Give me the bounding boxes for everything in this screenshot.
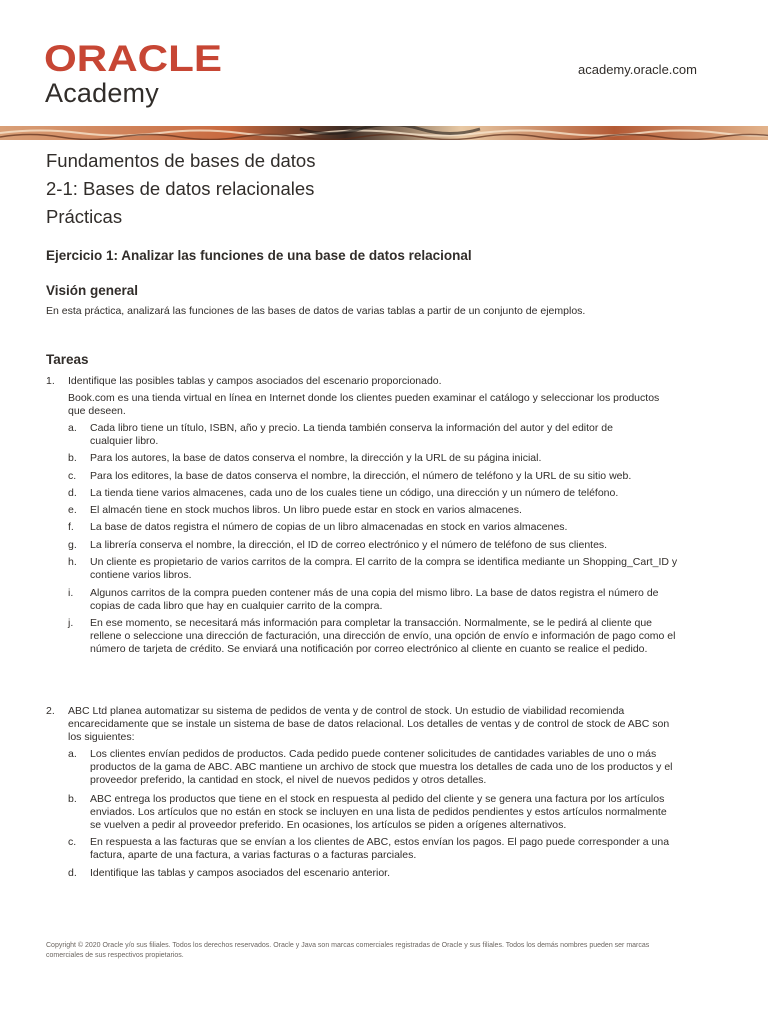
item-marker: j. [68,617,74,629]
task-text: los siguientes: [68,731,135,743]
task-text: Identifique las posibles tablas y campos asociados del escenario proporcionado. [68,375,442,387]
oracle-logo-text: ORACLE [44,40,222,76]
footer-line: comerciales de sus respectivos propietarios. [46,952,184,959]
list-item: cualquier libro. [90,435,159,447]
item-marker: h. [68,556,77,568]
list-item: Los clientes envían pedidos de productos. Cada pedido puede contener solicitudes de cantidades variables de uno o más [90,748,657,760]
tasks-heading: Tareas [46,352,89,367]
list-item: contiene varios libros. [90,569,192,581]
list-item: La tienda tiene varios almacenes, cada uno de los cuales tiene un código, una dirección y un número de teléfono. [90,487,619,499]
item-marker: b. [68,452,77,464]
decorative-banner [0,126,768,140]
overview-heading: Visión general [46,283,139,298]
item-marker: c. [68,836,77,848]
item-marker: i. [68,587,74,599]
copyright-footer [46,941,726,961]
task-number: 2. [46,705,55,717]
list-item: ABC entrega los productos que tiene en el stock en respuesta al pedido del cliente y se genera una factura por los artículos [90,793,665,805]
list-item: En ese momento, se necesitará más información para completar la transacción. Normalmente, se le pedirá al cliente que [90,617,653,629]
list-item: La librería conserva el nombre, la dirección, el ID de correo electrónico y el número de teléfono de sus clientes. [90,539,608,551]
footer-line: Copyright © 2020 Oracle y/o sus filiales. Todos los derechos reservados. Oracle y Java son marcas comerciales registradas de Oracle y sus filiales. Todos los demás nombres pueden ser marcas [46,942,650,949]
list-item: Identifique las tablas y campos asociados del escenario anterior. [90,867,391,879]
title-line-3: Prácticas [46,206,123,227]
title-line-1: Fundamentos de bases de datos [46,150,316,171]
item-marker: a. [68,422,77,434]
list-item: Cada libro tiene un título, ISBN, año y precio. La tienda también conserva la información del autor y del editor de [90,422,613,434]
site-url[interactable]: academy.oracle.com [578,62,697,77]
task-text: ABC Ltd planea automatizar su sistema de pedidos de venta y de control de stock. Un estudio de viabilidad recomienda [68,705,625,717]
list-item: enviados. Los artículos que no están en stock se incluyen en una lista de pedidos pendientes y estos artículos normalmente [90,806,667,818]
list-item: Para los autores, la base de datos conserva el nombre, la dirección y la URL de su página inicial. [90,452,542,464]
item-marker: b. [68,793,77,805]
item-marker: d. [68,867,77,879]
list-item: Algunos carritos de la compra pueden contener más de una copia del mismo libro. La base de datos registra el número de [90,587,659,599]
exercise-title: Ejercicio 1: Analizar las funciones de una base de datos relacional [46,248,472,263]
item-marker: a. [68,748,77,760]
list-item: se vuelven a pedir al proveedor preferido. En ocasiones, los artículos se piden a orígenes alternativos. [90,819,567,831]
item-marker: g. [68,539,77,551]
list-item: El almacén tiene en stock muchos libros. Un libro puede estar en stock en varios almacenes. [90,504,522,516]
list-item: La base de datos registra el número de copias de un libro almacenadas en stock en varios almacenes. [90,521,568,533]
academy-logo-text: Academy [45,78,159,108]
list-item: productos de la gama de ABC. ABC mantiene un archivo de stock que muestra los detalles de cada uno de los productos y el [90,761,673,773]
document-title [46,147,315,231]
list-item: copias de cada libro que hay en cualquier carrito de la compra. [90,600,383,612]
list-item: proveedor preferido, la cantidad en stock, el nivel de nuevos pedidos y otros detalles. [90,774,487,786]
oracle-logo [44,40,224,76]
item-marker: c. [68,470,77,482]
task-number: 1. [46,375,55,387]
list-item: factura, aparte de una factura, a varias facturas o a facturas parciales. [90,849,417,861]
list-item: rellene o seleccione una dirección de facturación, una dirección de envío, una opción de envío e información de pago como el [90,630,676,642]
list-item: Un cliente es propietario de varios carritos de la compra. El carrito de la compra se identifica mediante un Shopping_Cart_ID y [90,556,678,568]
scenario-text: Book.com es una tienda virtual en línea en Internet donde los clientes pueden examinar el catálogo y seleccionar los productos [68,392,660,404]
list-item: En respuesta a las facturas que se envían a los clientes de ABC, estos envían los pagos. El pago puede corresponder a una [90,836,670,848]
title-line-2: 2-1: Bases de datos relacionales [46,178,315,199]
item-marker: e. [68,504,77,516]
overview-text: En esta práctica, analizará las funciones de las bases de datos de varias tablas a partir de un conjunto de ejemplos. [46,305,586,317]
item-marker: d. [68,487,77,499]
item-marker: f. [68,521,74,533]
list-item: número de tarjeta de crédito. Se enviará una notificación por correo electrónico al cliente en cuanto se realice el pedido. [90,643,648,655]
task-text: encarecidamente que se instale un sistema de base de datos relacional. Los detalles de ventas y de control de stock de ABC son [68,718,670,730]
list-item: Para los editores, la base de datos conserva el nombre, la dirección, el número de teléfono y la URL de su sitio web. [90,470,632,482]
scenario-text: que deseen. [68,405,126,417]
